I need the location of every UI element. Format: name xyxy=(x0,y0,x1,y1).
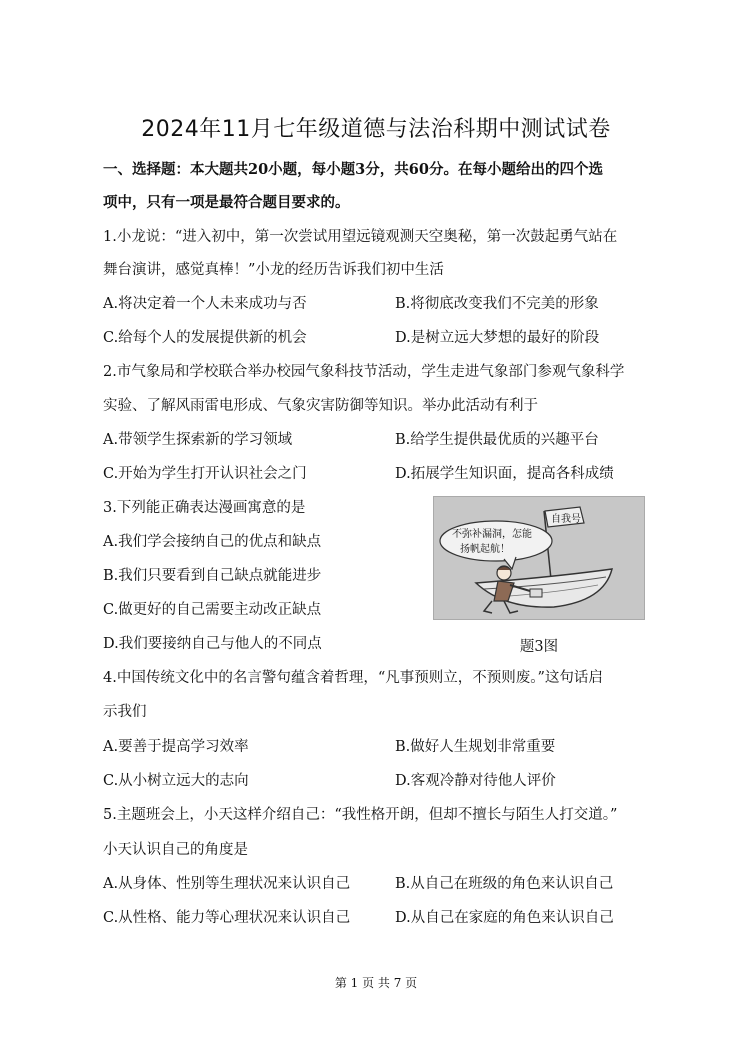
q1-stem-line-2: 舞台演讲，感觉真棒！”小龙的经历告诉我们初中生活 xyxy=(103,262,444,278)
q2-option-c: C.开始为学生打开认识社会之门 xyxy=(103,466,307,482)
q3-option-a: A.我们学会接纳自己的优点和缺点 xyxy=(103,534,322,550)
section-heading-line-1: 一、选择题：本大题共20小题，每小题3分，共60分。在每小题给出的四个选 xyxy=(103,161,603,178)
q4-option-a: A.要善于提高学习效率 xyxy=(103,739,249,755)
q2-stem-line-1: 2.市气象局和学校联合举办校园气象科技节活动，学生走进气象部门参观气象科学 xyxy=(103,364,625,380)
page-footer: 第 1 页 共 7 页 xyxy=(334,976,418,990)
q4-stem-line-2: 示我们 xyxy=(103,704,147,720)
cartoon-figure xyxy=(433,496,645,620)
speech-bubble xyxy=(440,521,552,561)
q3-stem-line-1: 3.下列能正确表达漫画寓意的是 xyxy=(103,500,306,516)
q2-option-d: D.拓展学生知识面，提高各科成绩 xyxy=(395,466,614,482)
q4-stem-line-1: 4.中国传统文化中的名言警句蕴含着哲理，“凡事预则立，不预则废。”这句话启 xyxy=(103,670,603,686)
q1-option-b: B.将彻底改变我们不完美的形象 xyxy=(395,296,599,312)
speech-line-2: 扬帆起航！ xyxy=(460,544,510,555)
q4-option-b: B.做好人生规划非常重要 xyxy=(395,739,556,755)
figure-caption: 题3图 xyxy=(519,639,559,655)
page-title: 2024年11月七年级道德与法治科期中测试试卷 xyxy=(141,117,611,142)
q2-option-b: B.给学生提供最优质的兴趣平台 xyxy=(395,432,599,448)
q5-option-c: C.从性格、能力等心理状况来认识自己 xyxy=(103,910,351,926)
q3-option-c: C.做更好的自己需要主动改正缺点 xyxy=(103,602,322,618)
q3-option-d: D.我们要接纳自己与他人的不同点 xyxy=(103,636,322,652)
q5-option-d: D.从自己在家庭的角色来认识自己 xyxy=(395,910,614,926)
q4-option-d: D.客观冷静对待他人评价 xyxy=(395,773,556,789)
q2-option-a: A.带领学生探索新的学习领域 xyxy=(103,432,293,448)
q5-option-a: A.从身体、性别等生理状况来认识自己 xyxy=(103,876,351,892)
cartoon-illustration xyxy=(434,497,645,620)
q1-option-d: D.是树立远大梦想的最好的阶段 xyxy=(395,330,600,346)
q1-stem-line-1: 1.小龙说：“进入初中，第一次尝试用望远镜观测天空奥秘，第一次鼓起勇气站在 xyxy=(103,229,618,245)
q5-stem-line-2: 小天认识自己的角度是 xyxy=(103,842,248,858)
q5-option-b: B.从自己在班级的角色来认识自己 xyxy=(395,876,614,892)
q5-stem-line-1: 5.主题班会上，小天这样介绍自己：“我性格开朗，但却不擅长与陌生人打交道。” xyxy=(103,807,618,823)
q1-option-a: A.将决定着一个人未来成功与否 xyxy=(103,296,307,312)
q2-stem-line-2: 实验、了解风雨雷电形成、气象灾害防御等知识。举办此活动有利于 xyxy=(103,398,538,414)
q1-option-c: C.给每个人的发展提供新的机会 xyxy=(103,330,307,346)
hull-patch xyxy=(530,589,542,597)
section-heading-line-2: 项中，只有一项是最符合题目要求的。 xyxy=(103,194,350,211)
q3-option-b: B.我们只要看到自己缺点就能进步 xyxy=(103,568,322,584)
flag-text: 自我号 xyxy=(551,514,581,525)
q4-option-c: C.从小树立远大的志向 xyxy=(103,773,249,789)
speech-line-1: 不弥补漏洞，怎能 xyxy=(452,529,532,540)
